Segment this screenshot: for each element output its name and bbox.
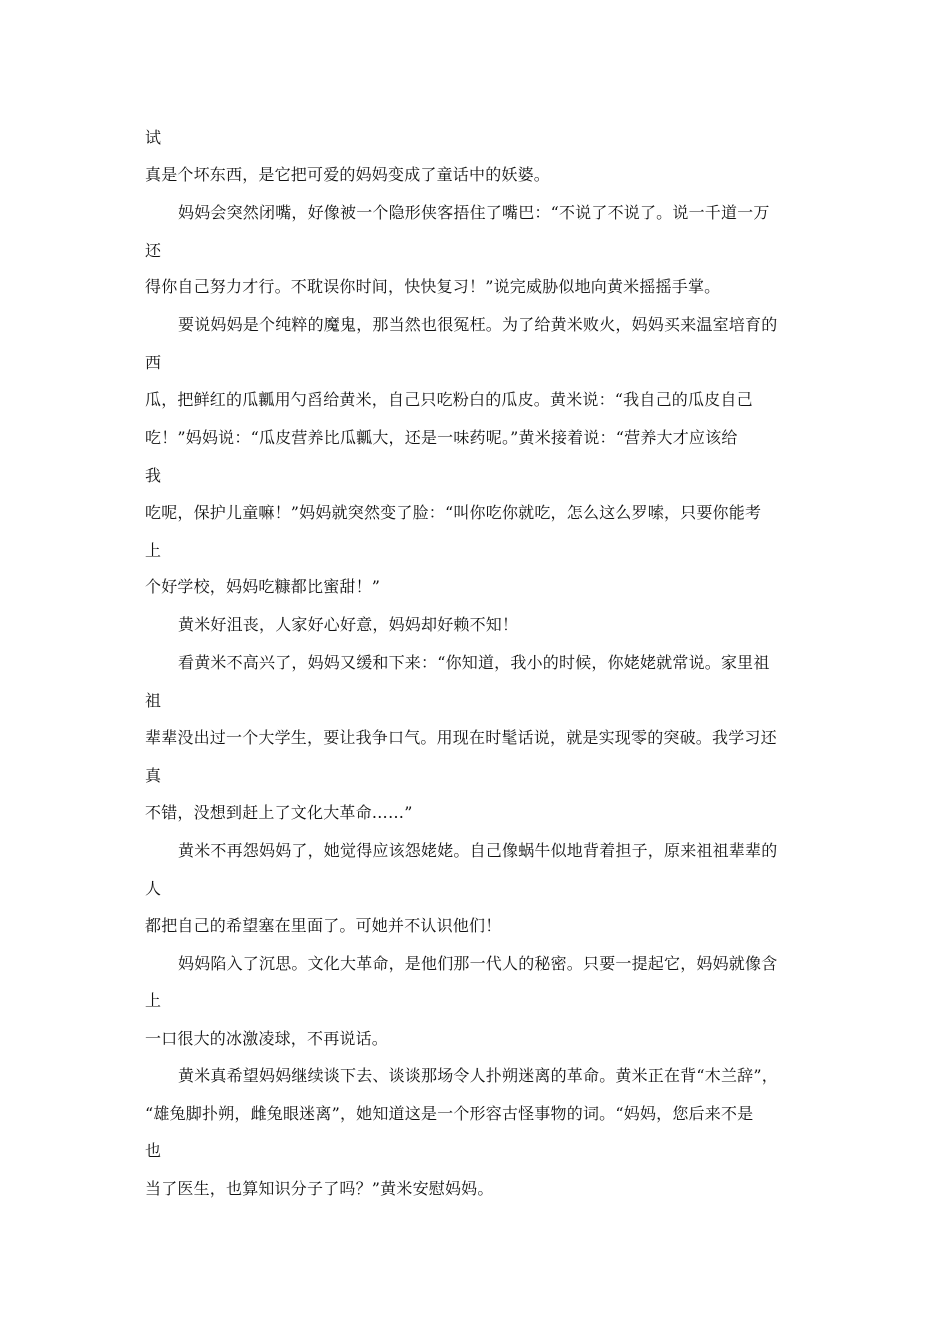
text-line: 西 xyxy=(145,353,162,372)
text-line: 我 xyxy=(145,466,162,485)
text-line: 真 xyxy=(145,766,162,785)
text-line: 个好学校，妈妈吃糠都比蜜甜！” xyxy=(145,577,381,596)
paragraph-start-line: 妈妈陷入了沉思。文化大革命，是他们那一代人的秘密。只要一提起它，妈妈就像含 xyxy=(178,954,778,973)
text-line: 上 xyxy=(145,541,162,560)
paragraph-start-line: 要说妈妈是个纯粹的魔鬼，那当然也很冤枉。为了给黄米败火，妈妈买来温室培育的 xyxy=(178,315,778,334)
text-line: 还 xyxy=(145,241,162,260)
text-line: 都把自己的希望塞在里面了。可她并不认识他们！ xyxy=(145,916,502,935)
text-line: 吃呢，保护儿童嘛！”妈妈就突然变了脸：“叫你吃你就吃，怎么这么罗嗦，只要你能考 xyxy=(145,503,762,522)
text-line: 真是个坏东西，是它把可爱的妈妈变成了童话中的妖婆。 xyxy=(145,165,551,184)
paragraph-start-line: 黄米好沮丧，人家好心好意，妈妈却好赖不知！ xyxy=(178,615,519,634)
text-line: 一口很大的冰激凌球，不再说话。 xyxy=(145,1029,389,1048)
paragraph-start-line: 黄米不再怨妈妈了，她觉得应该怨姥姥。自己像蜗牛似地背着担子，原来祖祖辈辈的 xyxy=(178,841,778,860)
text-line: 也 xyxy=(145,1141,162,1160)
text-line: 试 xyxy=(145,128,162,147)
text-line: 上 xyxy=(145,991,162,1010)
paragraph-start-line: 妈妈会突然闭嘴，好像被一个隐形侠客捂住了嘴巴：“不说了不说了。说一千道一万 xyxy=(178,203,770,222)
text-line: 祖 xyxy=(145,691,162,710)
text-line: 人 xyxy=(145,879,162,898)
text-line: 得你自己努力才行。不耽误你时间，快快复习！”说完威胁似地向黄米摇摇手掌。 xyxy=(145,277,721,296)
text-line: 吃！”妈妈说：“瓜皮营养比瓜瓤大，还是一味药呢。”黄米接着说：“营养大才应该给 xyxy=(145,428,738,447)
text-line: 当了医生，也算知识分子了吗？”黄米安慰妈妈。 xyxy=(145,1179,494,1198)
text-line: 瓜，把鲜红的瓜瓤用勺舀给黄米，自己只吃粉白的瓜皮。黄米说：“我自己的瓜皮自己 xyxy=(145,390,753,409)
paragraph-start-line: 看黄米不高兴了，妈妈又缓和下来：“你知道，我小的时候，你姥姥就常说。家里祖 xyxy=(178,653,770,672)
paragraph-start-line: 黄米真希望妈妈继续谈下去、谈谈那场令人扑朔迷离的革命。黄米正在背“木兰辞”， xyxy=(178,1066,778,1085)
text-line: 辈辈没出过一个大学生，要让我争口气。用现在时髦话说，就是实现零的突破。我学习还 xyxy=(145,728,777,747)
text-line: “雄兔脚扑朔，雌兔眼迷离”，她知道这是一个形容古怪事物的词。“妈妈，您后来不是 xyxy=(145,1104,754,1123)
text-line: 不错，没想到赶上了文化大革命……” xyxy=(145,803,413,822)
